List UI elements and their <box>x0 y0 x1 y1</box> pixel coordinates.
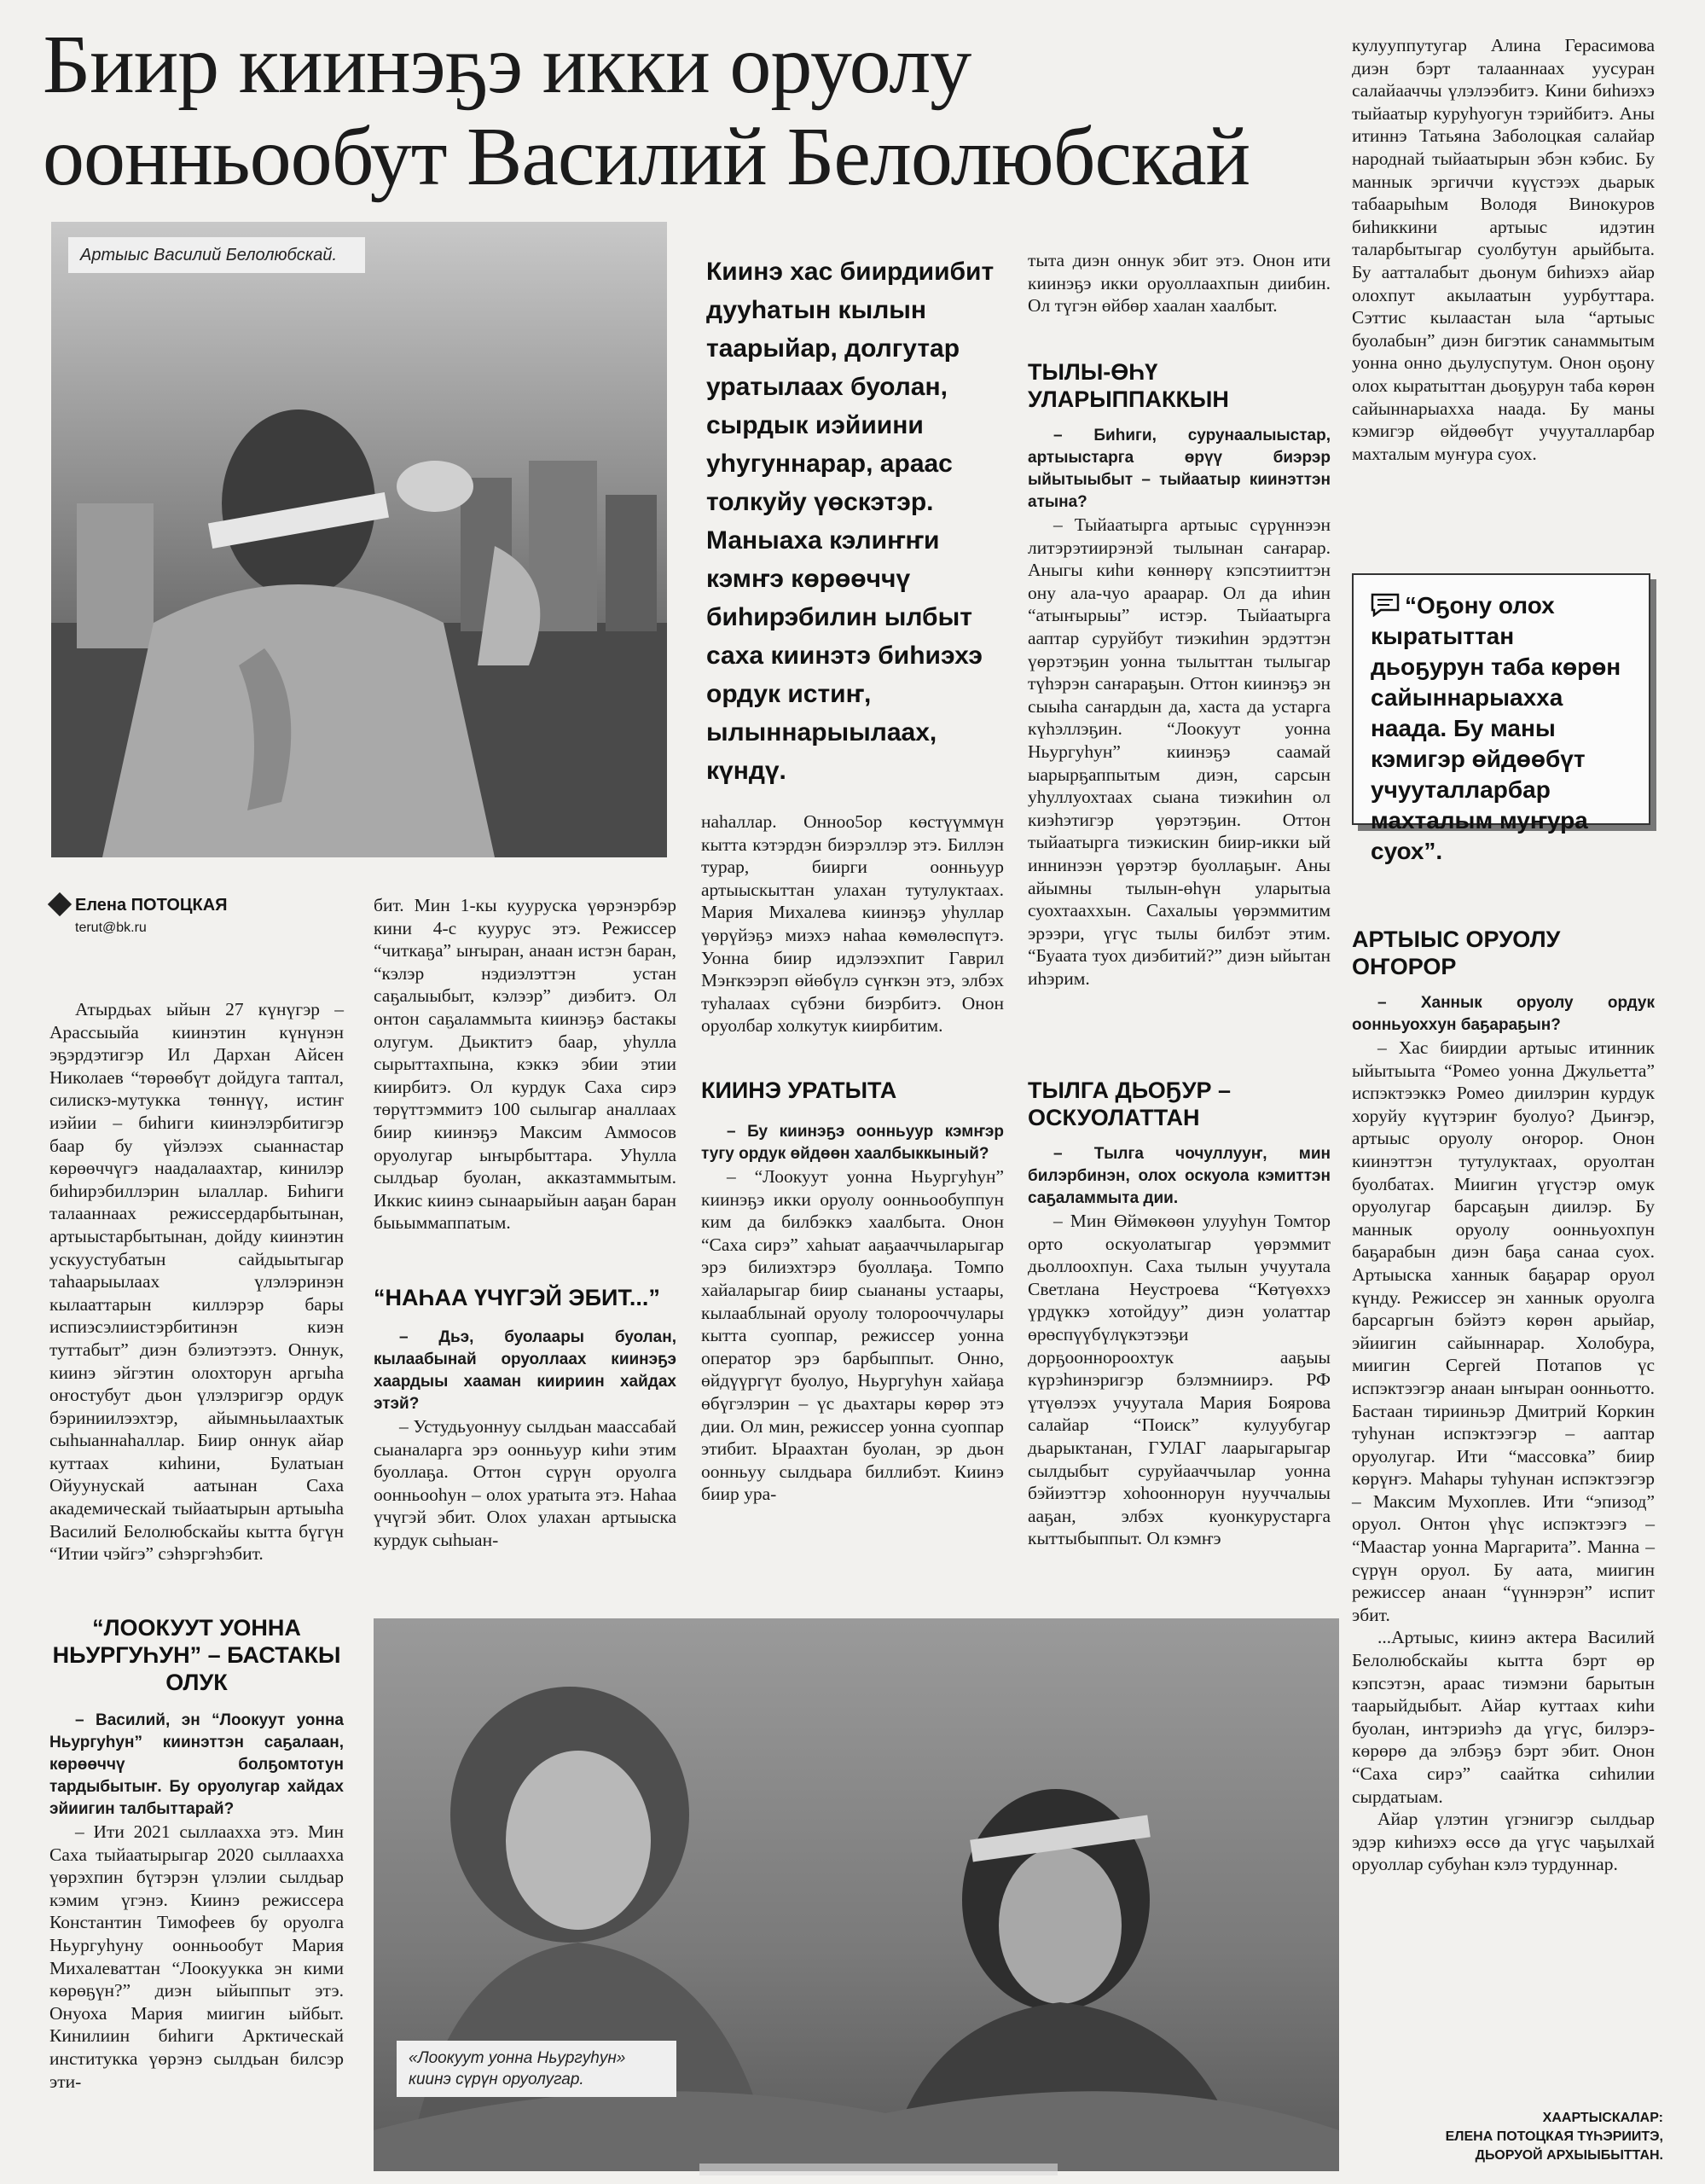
photo-actor-portrait-image <box>51 222 667 857</box>
pull-quote-box <box>1352 573 1650 864</box>
section-nahaa-question: – Дьэ, буолаары буолан, кылаабынай оруоллаах киинэҕэ хаардыы хааман киириин хайдах этэй? <box>374 1328 676 1413</box>
section-artyys-heading: АРТЫЫС ОРУОЛУ ОҤОРОР <box>1352 926 1561 979</box>
section-tyly-answer: – Тыйаатырга артыыс сүрүннээн литэрэтиирэнэй тылынан саҥарар. Аныгы киһи көннөрү кэпсэтииттэн ону ала-чуо араарар. Ол да иһин “атыҥырыы” истэр. Тыйаатырга ааптар суруйбут тиэкиһин эрдэттэн үөрэтэҕин уонна тылыттан тылыгар түһэрэн саҥараҕын. Оттон киинэҕэ эн сыыһа саҥардын да, хаста да устарга күһэллэҕин. “Лоокуут уонна Ньургуһун” киинэҕэ саамай ыарырҕаппытым диэн, сарсын уһуллуохтаах сыана тиэкиһин ол киэһэтигэр үөрэтэҕин. Оттон тыйаатырга тиэкискин биир-икки ый иннинээн үөрэтэр буоллаҕыҥ. Аны айымны тылын-өһүн уларытыа суохтааххын. Сахалыы үөрэммитим эрээри, үгүс тылы билбэт этим. “Буаата туох диэбитий?” диэн ыйытан иһэрим. <box>1028 514 1331 989</box>
section-kiine <box>701 1077 1004 1506</box>
lead-paragraph: Киинэ хас биирдиибит дууһатын кылын таарыйар, долгутар уратылаах буолан, сырдык иэйиини уһугуннарар, араас толкуйу үөскэтэр. Маныаха кэлиҥҥи кэмҥэ көрөөччү биһирэбилин ылбыт саха киинэтэ биһиэхэ ордук истиҥ, ылыннарыылаах, күндү. <box>706 258 995 785</box>
author-name: Елена ПОТОЦКАЯ <box>75 896 228 915</box>
section-lookuut-heading: “ЛООКУУТ УОННА НЬУРГУҺУН” – БАСТАКЫ ОЛУК <box>52 1615 341 1695</box>
section-kiine-heading: КИИНЭ УРАТЫТА <box>701 1077 897 1103</box>
photo-actor-caption: Артыыс Василий Белолюбскай. <box>68 237 365 273</box>
section-tylga <box>1028 1077 1331 1550</box>
section-tylga-question: – Тылга чочуллууҥ, мин билэрбинэн, олох оскуола кэмиттэн саҕаламмыта дии. <box>1028 1145 1331 1207</box>
section-nahaa-heading: “НАҺАА ҮЧҮГЭЙ ЭБИТ...” <box>374 1285 660 1310</box>
speech-bubble-icon <box>1371 593 1400 617</box>
section-tylga-heading: ТЫЛГА ДЬОҔУР – ОСКУОЛАТТАН <box>1028 1077 1232 1130</box>
column-3-text: наһаллар. Онноо5ор көстүүммүн кытта кэтэрдэн биэрэллэр этэ. Биллэн турар, биирги оонньуур артыыскыттан улахан тутулуктаах. Мария Михалева киинэҕэ уһуллар үөрүйэҕэ миэхэ наһаа көмөлөспүтэ. Уонна биир идэлээхпит Гаврил Мэҥкээрэп өйөбүлэ сүҥкэн этэ, элбэх туһалаах сүбэни биэрбитэ. Онон оруолбар холкутук киирбитим. <box>701 811 1004 1037</box>
column-2 <box>374 894 676 1234</box>
bottom-scan-strip <box>699 2164 1058 2175</box>
photo-film-still-caption: «Лоокуут уонна Ньургуһун» киинэ сүрүн оруолугар. <box>397 2041 676 2097</box>
photo-actor-portrait <box>51 222 667 857</box>
column-3 <box>701 810 1004 1037</box>
section-lookuut-question: – Василий, эн “Лоокуут уонна Ньургуһун” киинэттэн саҕалаан, көрөөччү болҕомтотун тардыбытыҥ. Бу оруолугар хайдах эйиигин талбыттарай? <box>49 1711 344 1818</box>
column-4-top-text: тыта диэн оннук эбит этэ. Онон ити киинэҕэ икки оруоллаахпын диибин. Ол түгэн өйбөр хаалан хаалбыт. <box>1028 250 1331 317</box>
section-tyly <box>1028 358 1331 990</box>
section-tyly-question: – Биһиги, сурунаалыыстар, артыыстарга өрүү биэрэр ыйытыыбыт – тыйаатыр киинэттэн атына? <box>1028 427 1331 511</box>
column-5-top <box>1352 34 1655 465</box>
section-artyys-answer-2: ...Артыыс, киинэ актера Василий Белолюбскайы кытта бэрт өр кэпсэтэн, араас тиэмэни барытын таарыйдыбыт. Айар куттаах киһи буолан, интэриэһэ да үгүс, билэрэ-көрөрө да элбэҕэ бэрт эбит. Онон “Саха сирэ” саайтка сиһилии сырдатыам. <box>1352 1627 1655 1807</box>
photo-credits-line-3: ДЬОРУОЙ АРХЫЫБЫТТАН. <box>1475 2148 1663 2163</box>
column-2-text: бит. Мин 1-кы кууруска үөрэнэрбэр кини 4-с куурус этэ. Режиссер “читкаҕа” ыҥыран, анаан истэн баран, “кэлэр нэдиэлэттэн устан саҕалыыбыт, кэлээр” диэбитэ. Ол онтон саҕаламмыта киинэҕэ бастакы олугум. Дьиктитэ баар, уһулла сырыттахпына, кэккэ эбии этии киирбитэ. Ол курдук Саха сирэ төрүттэммитэ 100 сылыгар аналлаах биир киинэҕэ Максим Аммосов оруолугар ыҥырбыттара. Уһулла сылдьар буолан, акказтаммытым. Иккис киинэ сынаарыйын ааҕан баран быьыммаппатым. <box>374 895 676 1234</box>
column-5-top-text: кулууппутугар Алина Герасимова диэн бэрт талааннаах уусуран салайааччы үлэлээбитэ. Кини биһиэхэ тыйаатыр куруһуогун тэрийбитэ. Аны итиннэ Татьяна Заболоцкая салайар народнай тыйаатырын эбэн кэбис. Бу маннык эргиччи күүстээх дьарык табаарыһым Володя Винокуров биһиккини артыыс идэтин таларбытыгар суолбутун арыйбыта. Бу аатталабыт дьонум биһиэхэ айар олохпут акылаатын уурбуттара. Сэттис кылаастан ыла “артыыс буолабын” диэн бигэтик санаммытым уонна онно дьулуспутум. Онон оҕону олох кыратыттан дьоҕурун таба көрөн сайыннарыахха наада. Бу маны кэмигэр өйдөөбүт учууталларбар махталым муҥура суох. <box>1352 35 1655 464</box>
section-tylga-answer: – Мин Өймөкөөн улууһун Томтор орто оскуолатыгар үөрэммит дьоллоохпун. Саха тылын учуутала Светлана Неустроева “Көтүөххэ үрдүккэ хотойдуу” диэн уолаттар өрөспүүбүлүкэтээҕи дорҕооннороохтук ааҕыы күрэһинэригэр бэлэмниирэ. РФ үтүөлээх учуутала Мария Боярова салайар “Поиск” кулуубугар дьарыктанан, ГУЛАГ лаарыгарыгар сылдыбыт суруйааччылар уонна бэйиэттэр хоһооннорун нууччалыы ааҕан, элбэх куонкурустарга кыттыбыппыт. Ол кэмҥэ <box>1028 1211 1331 1549</box>
section-artyys-answer-3: Айар үлэтин үгэнигэр сылдьар эдэр киһиэхэ өссө да үгүс чаҕылхай оруоллар субуһан кэлэ турдуннар. <box>1352 1809 1655 1875</box>
section-lookuut <box>49 1614 344 2093</box>
headline: Биир киинэҕэ икки оруолу оонньообут Василий Белолюбскай <box>43 19 1250 203</box>
pencil-icon <box>48 892 72 916</box>
section-kiine-question: – Бу киинэҕэ оонньуур кэмҥэр тугу ордук өйдөөн хаалбыккыный? <box>701 1123 1004 1163</box>
author-email: terut@bk.ru <box>75 921 147 935</box>
section-artyys-question: – Ханнык оруолу ордук оонньуоххун баҕараҕын? <box>1352 994 1655 1034</box>
section-lookuut-answer: – Ити 2021 сыллаахха этэ. Мин Саха тыйаатырыгар 2020 сыллаахха үөрэхпин бүтэрэн үлэлии сылдьар кэмим үгэнэ. Киинэ режиссера Константин Тимофеев бу оруолга Ньургуһуну оонньообут Мария Михалеваттан “Лоокуукка эн кими көрөҕүн?” диэн ыйыппыт этэ. Онуоха Мария миигин ыйбыт. Кинилиин биһиги Арктическай институкка үөрэнэ сылдьан билсэр эти- <box>49 1821 344 2092</box>
column-1 <box>49 998 344 1565</box>
author-byline <box>51 896 228 936</box>
section-nahaa <box>374 1284 676 1552</box>
section-nahaa-answer: – Устудьуоннуу сылдьан маассабай сыаналарга эрэ оонньуур киһи этим буоллаҕа. Оттон сүрүн оруолга оонньооһун – олох уратыта этэ. Наһаа үчүгэй эбит. Олох улахан артыыска курдук сыһыан- <box>374 1416 676 1550</box>
section-artyys-answer-1: – Хас биирдии артыыс итинник ыйытыыта “Ромео уонна Джульетта” испэктээккэ Ромео диилэрин курдук хоруйу күүтэриҥ буолуо? Дьиҥэр, артыыс оруолу оҥорор. Онон киинэттэн тутулуктаах, оруолтан буолбатах. Миигин үгүстэр омук оруолугар барсаҕын диилэр. Бу маннык оруолу оонньуохпун баҕарабын диэн баҕа санаа суох. Артыыска ханнык баҕарар оруол күнду. Режиссер эн ханнык оруолга барсаргын бэйэтэ көрөн арыйар, эйиигин сайыннарар. Холобура, миигин Сергей Потапов үс испэктээгэр анаан ыҥыран оонньотто. Бастаан тирииньэр Дмитрий Коркин туһунан испэктээгэр – ааптар оруолугар. Ити “массовка” биир көрүҥэ. Маһары туһунан испэктээгэр – Максим Мухоплев. Ити “эпизод” оруол. Онтон үһүс испэктээгэ – “Маастар уонна Маргарита”. Манна – сүрүн оруол. Бу аата, миигин режиссер анаан “үүннэрэн” испит эбит. <box>1352 1037 1655 1625</box>
column-4-top <box>1028 249 1331 317</box>
section-kiine-answer: – “Лоокуут уонна Ньургуһун” киинэҕэ икки оруолу оонньообуппун ким да билбэккэ хаалбыта. Онон “Саха сирэ” хаһыат ааҕааччыларыгар эрэ билиэхтэрэ буоллаҕа. Томпо хайаларыгар биир сыананы устаары, кылааблынай оруолу толорооччулары кытта суоппар, режиссер уонна оператор эрэ барбыппыт. Онно, өйдүүргүт буолуо, Ньургуһун хайаҕа өбүгэлэрин – үс дьахтары көрөр этэ дии. Ол мин, режиссер уонна суоппар этибит. Ыраахтан буолан, эр дьон оонньуу сылдьара биллибэт. Киинэ биир ура- <box>701 1166 1004 1505</box>
photo-credits-line-2: ЕЛЕНА ПОТОЦКАЯ ТҮҺЭРИИТЭ, <box>1445 2129 1663 2144</box>
photo-credits-label: ХААРТЫСКАЛАР: <box>1542 2111 1663 2125</box>
photo-credits <box>1399 2109 1663 2165</box>
intro-paragraph: Атырдьах ыйын 27 күнүгэр – Арассыыйа киинэтин күнүнэн эҕэрдэтигэр Ил Дархан Айсен Николаев “төрөөбүт дойдуга таптал, силискэ-мутукка төннүү, истиҥ иэйии – биһиги киинэлэрбитигэр баар бу үйэлээх сыаннастар көрөөччүгэ наадалаахтар, кинилэр биһирэбиллэрин ылаллар. Биһиги талааннаах режиссердарбытынан, артыыстарбытынан, дойду киинэтин ускуустубатын сайдыытыгар таһаарыылаах үлэлэринэн кылааттарын киллэрэр бары испиэсэлиистэрбитинэн киэн туттабыт” диэн бэлиэтээтэ. Оннук, киинэ эйгэтин олохторун аргыһа оҥостубут дьон үлэлэригэр ордук бэриниилээхтэр, айымньылаахтык сыһыаннаһаллар. Биир оннук айар куттаах киһини, Булатыан Ойуунускай аатынан Саха академическай тыйаатырын артыыһа Василий Белолюбскайы кытта бүгүн “Итии чэйгэ” сэһэргэһэбит. <box>49 999 344 1565</box>
section-tyly-heading: ТЫЛЫ-ӨҺҮ УЛАРЫППАККЫН <box>1028 359 1229 412</box>
pull-quote-text: “Оҕону олох кыратыттан дьоҕурун таба көрөн сайыннарыахха наада. Бу маны кэмигэр өйдөөбүт учууталларбар махталым муҥура суох”. <box>1371 592 1621 864</box>
section-artyys <box>1352 926 1655 1876</box>
